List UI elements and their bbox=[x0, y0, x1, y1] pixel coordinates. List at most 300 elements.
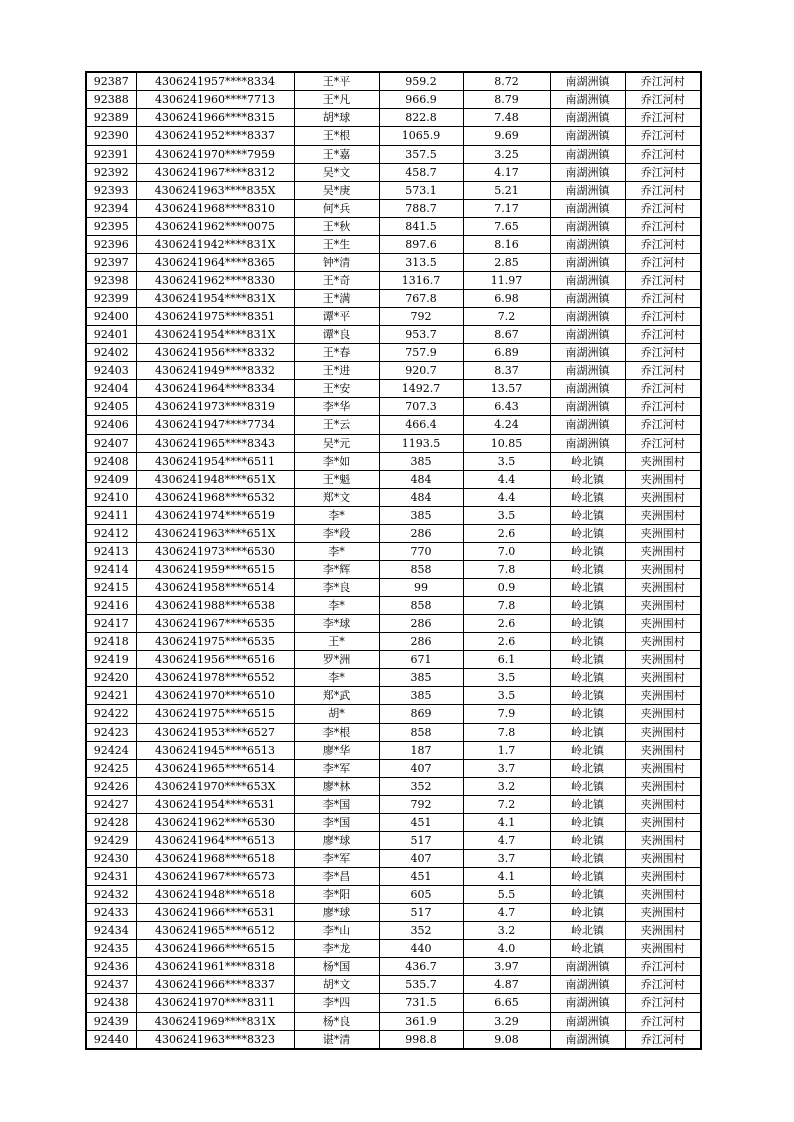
cell-village: 夹洲围村 bbox=[625, 813, 701, 831]
cell-serial: 92387 bbox=[86, 72, 136, 91]
cell-serial: 92432 bbox=[86, 886, 136, 904]
cell-name: 胡* bbox=[294, 705, 379, 723]
cell-value-2: 6.65 bbox=[463, 994, 550, 1012]
cell-town: 岭北镇 bbox=[550, 651, 625, 669]
table-row bbox=[86, 524, 701, 542]
cell-serial: 92388 bbox=[86, 91, 136, 109]
cell-town: 南湖洲镇 bbox=[550, 958, 625, 976]
cell-name: 王*根 bbox=[294, 127, 379, 145]
cell-id-number: 4306241952****8337 bbox=[136, 127, 294, 145]
cell-name: 谌*清 bbox=[294, 1030, 379, 1049]
cell-value-1: 953.7 bbox=[379, 326, 463, 344]
cell-value-2: 4.17 bbox=[463, 163, 550, 181]
cell-town: 岭北镇 bbox=[550, 813, 625, 831]
table-row bbox=[86, 199, 701, 217]
cell-value-2: 7.8 bbox=[463, 560, 550, 578]
cell-serial: 92437 bbox=[86, 976, 136, 994]
cell-value-2: 6.89 bbox=[463, 344, 550, 362]
cell-id-number: 4306241956****6516 bbox=[136, 651, 294, 669]
cell-serial: 92390 bbox=[86, 127, 136, 145]
cell-serial: 92407 bbox=[86, 434, 136, 452]
cell-village: 夹洲围村 bbox=[625, 723, 701, 741]
cell-name: 吴*庚 bbox=[294, 181, 379, 199]
cell-town: 南湖洲镇 bbox=[550, 163, 625, 181]
cell-id-number: 4306241961****8318 bbox=[136, 958, 294, 976]
cell-town: 岭北镇 bbox=[550, 759, 625, 777]
cell-id-number: 4306241965****6512 bbox=[136, 922, 294, 940]
cell-village: 乔江河村 bbox=[625, 290, 701, 308]
cell-value-1: 458.7 bbox=[379, 163, 463, 181]
cell-name: 廖*华 bbox=[294, 741, 379, 759]
cell-value-1: 535.7 bbox=[379, 976, 463, 994]
cell-serial: 92436 bbox=[86, 958, 136, 976]
cell-value-1: 770 bbox=[379, 542, 463, 560]
cell-name: 谭*良 bbox=[294, 326, 379, 344]
cell-name: 李*球 bbox=[294, 615, 379, 633]
cell-serial: 92398 bbox=[86, 271, 136, 289]
cell-value-2: 9.08 bbox=[463, 1030, 550, 1049]
table-row bbox=[86, 271, 701, 289]
cell-value-2: 3.7 bbox=[463, 849, 550, 867]
cell-value-2: 7.9 bbox=[463, 705, 550, 723]
cell-town: 南湖洲镇 bbox=[550, 994, 625, 1012]
cell-id-number: 4306241967****6573 bbox=[136, 868, 294, 886]
cell-id-number: 4306241949****8332 bbox=[136, 362, 294, 380]
table-row bbox=[86, 651, 701, 669]
table-row bbox=[86, 91, 701, 109]
cell-id-number: 4306241959****6515 bbox=[136, 560, 294, 578]
cell-serial: 92413 bbox=[86, 542, 136, 560]
cell-serial: 92406 bbox=[86, 416, 136, 434]
cell-village: 乔江河村 bbox=[625, 253, 701, 271]
table-row bbox=[86, 868, 701, 886]
cell-village: 乔江河村 bbox=[625, 199, 701, 217]
cell-village: 乔江河村 bbox=[625, 127, 701, 145]
cell-value-1: 707.3 bbox=[379, 398, 463, 416]
cell-value-2: 3.25 bbox=[463, 145, 550, 163]
cell-village: 乔江河村 bbox=[625, 344, 701, 362]
cell-serial: 92396 bbox=[86, 235, 136, 253]
table-row bbox=[86, 109, 701, 127]
cell-name: 王*满 bbox=[294, 290, 379, 308]
cell-value-1: 731.5 bbox=[379, 994, 463, 1012]
cell-serial: 92425 bbox=[86, 759, 136, 777]
cell-name: 王*凡 bbox=[294, 91, 379, 109]
cell-town: 南湖洲镇 bbox=[550, 253, 625, 271]
cell-id-number: 4306241966****8337 bbox=[136, 976, 294, 994]
cell-serial: 92414 bbox=[86, 560, 136, 578]
cell-value-2: 6.43 bbox=[463, 398, 550, 416]
table-row bbox=[86, 344, 701, 362]
table-row bbox=[86, 416, 701, 434]
cell-village: 夹洲围村 bbox=[625, 615, 701, 633]
table-row bbox=[86, 813, 701, 831]
cell-name: 王*奇 bbox=[294, 271, 379, 289]
cell-value-1: 966.9 bbox=[379, 91, 463, 109]
cell-town: 岭北镇 bbox=[550, 615, 625, 633]
cell-value-1: 484 bbox=[379, 488, 463, 506]
cell-name: 李*军 bbox=[294, 849, 379, 867]
cell-serial: 92397 bbox=[86, 253, 136, 271]
cell-value-2: 8.79 bbox=[463, 91, 550, 109]
cell-name: 李*昌 bbox=[294, 868, 379, 886]
cell-value-1: 897.6 bbox=[379, 235, 463, 253]
cell-village: 夹洲围村 bbox=[625, 777, 701, 795]
cell-id-number: 4306241968****6532 bbox=[136, 488, 294, 506]
cell-value-2: 7.17 bbox=[463, 199, 550, 217]
cell-name: 李*山 bbox=[294, 922, 379, 940]
table-row bbox=[86, 217, 701, 235]
cell-value-2: 7.8 bbox=[463, 597, 550, 615]
cell-name: 李*根 bbox=[294, 723, 379, 741]
cell-value-1: 352 bbox=[379, 777, 463, 795]
table-row bbox=[86, 452, 701, 470]
cell-town: 岭北镇 bbox=[550, 849, 625, 867]
cell-name: 钟*清 bbox=[294, 253, 379, 271]
cell-name: 吴*文 bbox=[294, 163, 379, 181]
cell-id-number: 4306241966****8315 bbox=[136, 109, 294, 127]
cell-id-number: 4306241968****6518 bbox=[136, 849, 294, 867]
cell-serial: 92433 bbox=[86, 904, 136, 922]
cell-village: 乔江河村 bbox=[625, 235, 701, 253]
cell-name: 李*阳 bbox=[294, 886, 379, 904]
cell-serial: 92403 bbox=[86, 362, 136, 380]
cell-value-1: 385 bbox=[379, 506, 463, 524]
table-body bbox=[86, 72, 701, 1049]
table-row bbox=[86, 542, 701, 560]
records-table bbox=[85, 71, 702, 1050]
cell-value-2: 4.4 bbox=[463, 488, 550, 506]
cell-serial: 92418 bbox=[86, 633, 136, 651]
cell-town: 岭北镇 bbox=[550, 705, 625, 723]
cell-name: 廖*球 bbox=[294, 904, 379, 922]
cell-town: 南湖洲镇 bbox=[550, 380, 625, 398]
table-row bbox=[86, 145, 701, 163]
table-row bbox=[86, 181, 701, 199]
cell-value-1: 1193.5 bbox=[379, 434, 463, 452]
cell-id-number: 4306241964****8365 bbox=[136, 253, 294, 271]
cell-value-2: 3.5 bbox=[463, 669, 550, 687]
cell-name: 李*龙 bbox=[294, 940, 379, 958]
cell-value-2: 2.6 bbox=[463, 633, 550, 651]
cell-village: 夹洲围村 bbox=[625, 759, 701, 777]
cell-value-1: 1492.7 bbox=[379, 380, 463, 398]
cell-value-1: 385 bbox=[379, 687, 463, 705]
table-row bbox=[86, 723, 701, 741]
cell-value-2: 4.1 bbox=[463, 813, 550, 831]
cell-serial: 92423 bbox=[86, 723, 136, 741]
cell-village: 乔江河村 bbox=[625, 1012, 701, 1030]
cell-value-2: 4.0 bbox=[463, 940, 550, 958]
cell-name: 谭*平 bbox=[294, 308, 379, 326]
cell-village: 乔江河村 bbox=[625, 362, 701, 380]
cell-id-number: 4306241948****6518 bbox=[136, 886, 294, 904]
cell-village: 乔江河村 bbox=[625, 398, 701, 416]
cell-value-1: 436.7 bbox=[379, 958, 463, 976]
cell-value-2: 7.2 bbox=[463, 308, 550, 326]
table-row bbox=[86, 886, 701, 904]
cell-value-2: 4.24 bbox=[463, 416, 550, 434]
cell-town: 南湖洲镇 bbox=[550, 91, 625, 109]
cell-value-1: 352 bbox=[379, 922, 463, 940]
table-row bbox=[86, 795, 701, 813]
cell-value-1: 286 bbox=[379, 524, 463, 542]
cell-value-1: 1065.9 bbox=[379, 127, 463, 145]
cell-id-number: 4306241942****831X bbox=[136, 235, 294, 253]
cell-id-number: 4306241953****6527 bbox=[136, 723, 294, 741]
cell-name: 李* bbox=[294, 597, 379, 615]
table-row bbox=[86, 849, 701, 867]
cell-name: 胡*文 bbox=[294, 976, 379, 994]
cell-town: 南湖洲镇 bbox=[550, 217, 625, 235]
cell-village: 夹洲围村 bbox=[625, 651, 701, 669]
table-row bbox=[86, 994, 701, 1012]
cell-town: 岭北镇 bbox=[550, 723, 625, 741]
cell-village: 夹洲围村 bbox=[625, 687, 701, 705]
cell-value-2: 4.1 bbox=[463, 868, 550, 886]
cell-value-1: 757.9 bbox=[379, 344, 463, 362]
cell-town: 岭北镇 bbox=[550, 506, 625, 524]
cell-value-2: 5.5 bbox=[463, 886, 550, 904]
cell-serial: 92392 bbox=[86, 163, 136, 181]
cell-name: 李*四 bbox=[294, 994, 379, 1012]
cell-serial: 92401 bbox=[86, 326, 136, 344]
cell-serial: 92439 bbox=[86, 1012, 136, 1030]
cell-village: 夹洲围村 bbox=[625, 741, 701, 759]
cell-serial: 92400 bbox=[86, 308, 136, 326]
cell-id-number: 4306241948****651X bbox=[136, 470, 294, 488]
cell-value-1: 407 bbox=[379, 849, 463, 867]
cell-value-1: 451 bbox=[379, 868, 463, 886]
cell-value-2: 3.5 bbox=[463, 452, 550, 470]
cell-town: 岭北镇 bbox=[550, 452, 625, 470]
cell-id-number: 4306241954****831X bbox=[136, 326, 294, 344]
cell-town: 南湖洲镇 bbox=[550, 199, 625, 217]
cell-name: 李* bbox=[294, 669, 379, 687]
table-row bbox=[86, 705, 701, 723]
cell-town: 南湖洲镇 bbox=[550, 344, 625, 362]
cell-value-1: 357.5 bbox=[379, 145, 463, 163]
cell-village: 夹洲围村 bbox=[625, 904, 701, 922]
cell-serial: 92405 bbox=[86, 398, 136, 416]
cell-town: 南湖洲镇 bbox=[550, 362, 625, 380]
cell-value-1: 792 bbox=[379, 795, 463, 813]
table-row bbox=[86, 380, 701, 398]
cell-town: 岭北镇 bbox=[550, 795, 625, 813]
cell-value-1: 484 bbox=[379, 470, 463, 488]
table-row bbox=[86, 1030, 701, 1049]
cell-village: 夹洲围村 bbox=[625, 795, 701, 813]
cell-town: 南湖洲镇 bbox=[550, 127, 625, 145]
cell-serial: 92394 bbox=[86, 199, 136, 217]
cell-value-2: 4.7 bbox=[463, 831, 550, 849]
table-row bbox=[86, 976, 701, 994]
cell-village: 夹洲围村 bbox=[625, 524, 701, 542]
cell-village: 乔江河村 bbox=[625, 271, 701, 289]
cell-name: 王*春 bbox=[294, 344, 379, 362]
cell-value-1: 792 bbox=[379, 308, 463, 326]
cell-serial: 92412 bbox=[86, 524, 136, 542]
cell-id-number: 4306241966****6515 bbox=[136, 940, 294, 958]
cell-serial: 92438 bbox=[86, 994, 136, 1012]
cell-serial: 92389 bbox=[86, 109, 136, 127]
cell-value-2: 7.65 bbox=[463, 217, 550, 235]
cell-id-number: 4306241975****6535 bbox=[136, 633, 294, 651]
cell-value-1: 605 bbox=[379, 886, 463, 904]
cell-value-2: 10.85 bbox=[463, 434, 550, 452]
cell-name: 李*辉 bbox=[294, 560, 379, 578]
cell-value-1: 858 bbox=[379, 597, 463, 615]
table-row bbox=[86, 904, 701, 922]
cell-village: 乔江河村 bbox=[625, 326, 701, 344]
cell-village: 夹洲围村 bbox=[625, 560, 701, 578]
cell-value-1: 361.9 bbox=[379, 1012, 463, 1030]
cell-town: 南湖洲镇 bbox=[550, 398, 625, 416]
cell-village: 夹洲围村 bbox=[625, 886, 701, 904]
cell-town: 岭北镇 bbox=[550, 524, 625, 542]
cell-value-1: 998.8 bbox=[379, 1030, 463, 1049]
cell-value-2: 3.7 bbox=[463, 759, 550, 777]
cell-name: 李*良 bbox=[294, 579, 379, 597]
cell-town: 岭北镇 bbox=[550, 579, 625, 597]
table-row bbox=[86, 633, 701, 651]
cell-town: 岭北镇 bbox=[550, 868, 625, 886]
cell-town: 南湖洲镇 bbox=[550, 308, 625, 326]
cell-town: 岭北镇 bbox=[550, 560, 625, 578]
cell-value-2: 13.57 bbox=[463, 380, 550, 398]
table-row bbox=[86, 958, 701, 976]
cell-value-1: 313.5 bbox=[379, 253, 463, 271]
cell-village: 夹洲围村 bbox=[625, 868, 701, 886]
cell-id-number: 4306241970****6510 bbox=[136, 687, 294, 705]
cell-village: 夹洲围村 bbox=[625, 470, 701, 488]
cell-village: 乔江河村 bbox=[625, 145, 701, 163]
cell-name: 杨*良 bbox=[294, 1012, 379, 1030]
table-row bbox=[86, 669, 701, 687]
table-row bbox=[86, 235, 701, 253]
cell-value-1: 99 bbox=[379, 579, 463, 597]
cell-name: 王*安 bbox=[294, 380, 379, 398]
cell-id-number: 4306241963****651X bbox=[136, 524, 294, 542]
cell-village: 夹洲围村 bbox=[625, 922, 701, 940]
cell-serial: 92428 bbox=[86, 813, 136, 831]
cell-town: 南湖洲镇 bbox=[550, 72, 625, 91]
table-row bbox=[86, 308, 701, 326]
table-row bbox=[86, 434, 701, 452]
cell-id-number: 4306241969****831X bbox=[136, 1012, 294, 1030]
table-row bbox=[86, 777, 701, 795]
table-row bbox=[86, 759, 701, 777]
table-row bbox=[86, 127, 701, 145]
cell-town: 南湖洲镇 bbox=[550, 976, 625, 994]
cell-village: 夹洲围村 bbox=[625, 579, 701, 597]
cell-value-1: 841.5 bbox=[379, 217, 463, 235]
cell-village: 乔江河村 bbox=[625, 1030, 701, 1049]
cell-name: 李*军 bbox=[294, 759, 379, 777]
cell-id-number: 4306241975****6515 bbox=[136, 705, 294, 723]
cell-value-2: 0.9 bbox=[463, 579, 550, 597]
cell-value-2: 8.16 bbox=[463, 235, 550, 253]
cell-town: 岭北镇 bbox=[550, 669, 625, 687]
cell-name: 何*兵 bbox=[294, 199, 379, 217]
cell-village: 夹洲围村 bbox=[625, 633, 701, 651]
cell-village: 乔江河村 bbox=[625, 958, 701, 976]
cell-serial: 92429 bbox=[86, 831, 136, 849]
table-row bbox=[86, 922, 701, 940]
cell-value-1: 451 bbox=[379, 813, 463, 831]
cell-value-1: 385 bbox=[379, 669, 463, 687]
cell-serial: 92402 bbox=[86, 344, 136, 362]
cell-name: 李*如 bbox=[294, 452, 379, 470]
cell-value-2: 7.8 bbox=[463, 723, 550, 741]
cell-name: 廖*球 bbox=[294, 831, 379, 849]
cell-serial: 92393 bbox=[86, 181, 136, 199]
cell-town: 南湖洲镇 bbox=[550, 1012, 625, 1030]
cell-town: 南湖洲镇 bbox=[550, 326, 625, 344]
cell-id-number: 4306241970****7959 bbox=[136, 145, 294, 163]
cell-value-1: 407 bbox=[379, 759, 463, 777]
cell-id-number: 4306241947****7734 bbox=[136, 416, 294, 434]
table-row bbox=[86, 398, 701, 416]
cell-id-number: 4306241963****835X bbox=[136, 181, 294, 199]
cell-value-2: 7.2 bbox=[463, 795, 550, 813]
cell-town: 岭北镇 bbox=[550, 633, 625, 651]
cell-serial: 92410 bbox=[86, 488, 136, 506]
cell-serial: 92391 bbox=[86, 145, 136, 163]
cell-village: 乔江河村 bbox=[625, 109, 701, 127]
cell-value-2: 8.37 bbox=[463, 362, 550, 380]
cell-value-2: 4.4 bbox=[463, 470, 550, 488]
cell-value-1: 517 bbox=[379, 904, 463, 922]
cell-name: 王*魁 bbox=[294, 470, 379, 488]
cell-name: 王*秋 bbox=[294, 217, 379, 235]
cell-name: 罗*洲 bbox=[294, 651, 379, 669]
cell-id-number: 4306241962****6530 bbox=[136, 813, 294, 831]
cell-value-2: 3.2 bbox=[463, 777, 550, 795]
cell-village: 夹洲围村 bbox=[625, 597, 701, 615]
cell-serial: 92408 bbox=[86, 452, 136, 470]
cell-value-1: 517 bbox=[379, 831, 463, 849]
cell-village: 乔江河村 bbox=[625, 72, 701, 91]
cell-value-1: 187 bbox=[379, 741, 463, 759]
cell-town: 岭北镇 bbox=[550, 940, 625, 958]
cell-value-1: 869 bbox=[379, 705, 463, 723]
cell-value-1: 959.2 bbox=[379, 72, 463, 91]
cell-value-2: 7.0 bbox=[463, 542, 550, 560]
cell-village: 夹洲围村 bbox=[625, 940, 701, 958]
cell-village: 乔江河村 bbox=[625, 163, 701, 181]
cell-value-1: 286 bbox=[379, 615, 463, 633]
cell-town: 岭北镇 bbox=[550, 831, 625, 849]
cell-id-number: 4306241962****0075 bbox=[136, 217, 294, 235]
cell-town: 岭北镇 bbox=[550, 687, 625, 705]
cell-value-1: 767.8 bbox=[379, 290, 463, 308]
cell-village: 乔江河村 bbox=[625, 308, 701, 326]
cell-town: 南湖洲镇 bbox=[550, 271, 625, 289]
table-row bbox=[86, 290, 701, 308]
cell-village: 夹洲围村 bbox=[625, 506, 701, 524]
cell-name: 王*进 bbox=[294, 362, 379, 380]
cell-value-2: 1.7 bbox=[463, 741, 550, 759]
cell-village: 乔江河村 bbox=[625, 416, 701, 434]
cell-value-2: 8.72 bbox=[463, 72, 550, 91]
table-row bbox=[86, 579, 701, 597]
cell-value-2: 3.29 bbox=[463, 1012, 550, 1030]
cell-value-1: 440 bbox=[379, 940, 463, 958]
cell-value-1: 573.1 bbox=[379, 181, 463, 199]
cell-id-number: 4306241966****6531 bbox=[136, 904, 294, 922]
cell-town: 南湖洲镇 bbox=[550, 1030, 625, 1049]
